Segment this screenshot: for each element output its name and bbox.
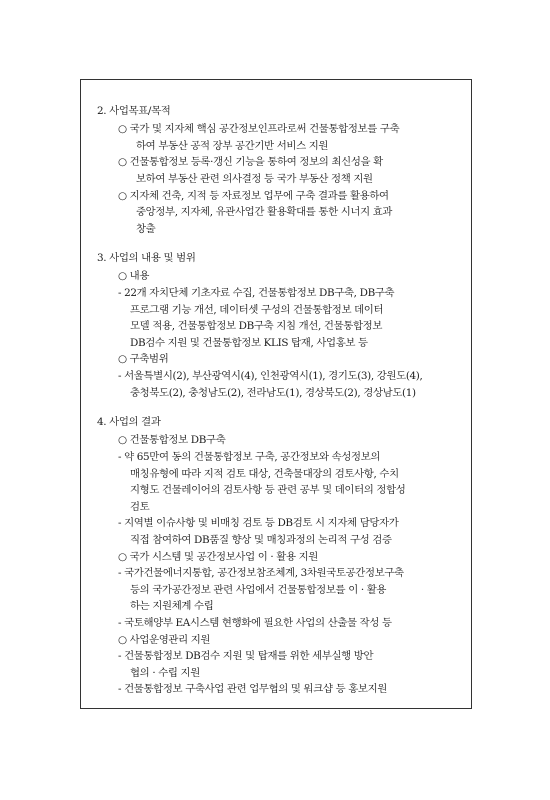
dash-item-continuation: 모델 적용, 건물통합정보 DB구축 지침 개선, 건물통합정보 bbox=[130, 320, 383, 333]
dash-item-continuation: 충청북도(2), 충청남도(2), 전라남도(1), 경상북도(2), 경상남도(1) bbox=[130, 386, 416, 399]
bullet-item-continuation: 보하여 부동산 관련 의사결정 등 국가 부동산 정책 지원 bbox=[136, 172, 373, 185]
dash-item: - 국토해양부 EA시스템 현행화에 필요한 사업의 산출물 작성 등 bbox=[118, 616, 392, 629]
dash-item-continuation: 직접 참여하여 DB품질 향상 및 매칭과정의 논리적 구성 검증 bbox=[130, 533, 392, 546]
section-heading: 4. 사업의 결과 bbox=[97, 416, 161, 429]
dash-item: - 건물통합정보 구축사업 관련 업무협의 및 워크샵 등 홍보지원 bbox=[118, 683, 387, 696]
bullet-item-continuation: 중앙정부, 지자체, 유관사업간 활용확대를 통한 시너지 효과 bbox=[136, 206, 393, 219]
dash-item-continuation: 검토 bbox=[130, 500, 150, 513]
section-heading: 2. 사업목표/목적 bbox=[97, 105, 171, 117]
dash-item: - 건물통합정보 DB검수 지원 및 탑재를 위한 세부실행 방안 bbox=[118, 650, 374, 663]
dash-item: - 서울특별시(2), 부산광역시(4), 인천광역시(1), 경기도(3), 강원도(4), bbox=[118, 370, 423, 382]
dash-item: - 22개 자치단체 기초자료 수집, 건물통합정보 DB구축, DB구축 bbox=[118, 287, 395, 299]
sub-heading-item: ○ 건물통합정보 DB구축 bbox=[118, 434, 226, 447]
dash-item-continuation: 매칭유형에 따라 지적 검토 대상, 건축물대장의 검토사항, 수치 bbox=[130, 467, 399, 480]
dash-item-continuation: 등의 국가공간정보 관련 사업에서 건물통합정보를 이 · 활용 bbox=[130, 583, 387, 596]
document-frame bbox=[80, 79, 472, 709]
dash-item: - 국가건물에너지통합, 공간정보참조체계, 3차원국토공간정보구축 bbox=[118, 567, 404, 580]
sub-heading-item: ○ 국가 시스템 및 공간정보사업 이 · 활용 지원 bbox=[118, 550, 318, 563]
bullet-item: ○ 국가 및 지자체 핵심 공간정보인프라로써 건물통합정보를 구축 bbox=[118, 123, 400, 136]
sub-heading-item: ○ 구축범위 bbox=[118, 353, 169, 366]
bullet-item: ○ 건물통합정보 등록·갱신 기능을 통하여 정보의 최신성을 확 bbox=[118, 156, 383, 169]
dash-item-continuation: DB검수 지원 및 건물통합정보 KLIS 탑재, 사업홍보 등 bbox=[130, 336, 368, 349]
dash-item-continuation: 협의 · 수립 지원 bbox=[130, 666, 200, 679]
dash-item-continuation: 하는 지원체계 수립 bbox=[130, 600, 214, 613]
dash-item: - 지역별 이슈사항 및 비매칭 검토 등 DB검토 시 지자체 담당자가 bbox=[118, 517, 399, 530]
dash-item-continuation: 지형도 건물레이어의 검토사항 등 관련 공부 및 데이터의 정합성 bbox=[130, 484, 406, 497]
bullet-item-continuation: 창출 bbox=[136, 222, 156, 235]
bullet-item-continuation: 하여 부동산 공적 장부 공간기반 서비스 지원 bbox=[136, 139, 329, 152]
dash-item: - 약 65만여 동의 건물통합정보 구축, 공간정보와 속성정보의 bbox=[118, 450, 381, 463]
sub-heading-item: ○ 내용 bbox=[118, 270, 150, 283]
bullet-item: ○ 지자체 건축, 지적 등 자료정보 업무에 구축 결과를 활용하여 bbox=[118, 189, 389, 202]
sub-heading-item: ○ 사업운영관리 지원 bbox=[118, 633, 211, 646]
document-content bbox=[81, 80, 471, 708]
dash-item-continuation: 프로그램 기능 개선, 데이터셋 구성의 건물통합정보 데이터 bbox=[130, 303, 384, 316]
section-heading: 3. 사업의 내용 및 범위 bbox=[97, 252, 196, 265]
